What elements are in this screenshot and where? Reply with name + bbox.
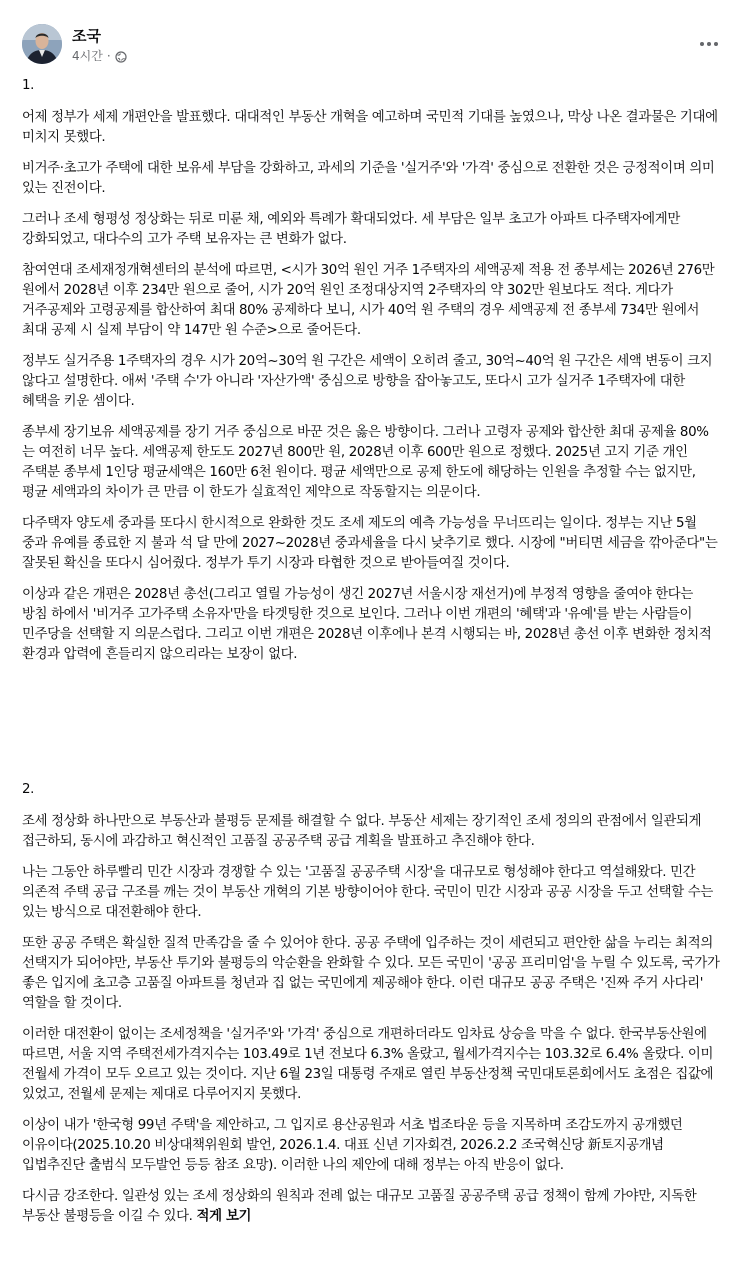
post-paragraph: 또한 공공 주택은 확실한 질적 만족감을 줄 수 있어야 한다. 공공 주택에 입주하는 것이 세련되고 편안한 삶을 누리는 최적의 선택지가 되어야만, 부동산 투기와 불평등의 악순환을 완화할 수 있다. 모든 국민이 '공공 프리미엄'을 누릴 수 있도록, 국가가 좋은 입지에 초고층 고품질 아파트를 청년과 집 없는 국민에게 제공해야 한다. 이런 대규모 공공 주택은 '진짜 주거 사다리' 역할을 할 것이다. [22,936,720,1011]
section-number: 2. [22,782,35,797]
see-less-link[interactable]: 적게 보기 [196,1209,252,1224]
post-section-1 [22,76,721,676]
post-section-2 [22,780,721,1238]
closing-paragraph [22,1187,721,1227]
post-paragraph: 참여연대 조세재정개혁센터의 분석에 따르면, <시가 30억 원인 거주 1주택자의 세액공제 적용 전 종부세는 2026년 276만 원에서 2028년 이후 234만 원으로 줄어, 시가 20억 원인 조정대상지역 2주택자의 약 302만 원보다도 적다. 게다가 거주공제와 고령공제를 합산하여 최대 80% 공제하다 보니, 시가 40억 원 주택의 경우 세액공제 전 종부세 734만 원에서 최대 공제 시 실제 부담이 약 147만 원 수준>으로 줄어든다. [22,263,715,338]
more-options-icon[interactable] [695,34,723,54]
author-name[interactable]: 조국 [72,27,101,45]
post-paragraph: 종부세 장기보유 세액공제를 장기 거주 중심으로 바꾼 것은 옳은 방향이다. 그러나 고령자 공제와 합산한 최대 공제율 80%는 여전히 너무 높다. 세액공제 한도도 2027년 800만 원, 2028년 이후 600만 원으로 정했다. 2025년 고지 기준 개인 주택분 종부세 1인당 평균세액은 160만 6천 원이다. 평균 세액만으로 공제 한도에 해당하는 인원을 추정할 수는 없지만, 평균 세액과의 차이가 큰 만큼 이 한도가 실효적인 제약으로 작동할지는 의문이다. [22,425,709,500]
post-paragraph: 조세 정상화 하나만으로 부동산과 불평등 문제를 해결할 수 없다. 부동산 세제는 장기적인 조세 정의의 관점에서 일관되게 접근하되, 동시에 과감하고 혁신적인 고품질 공공주택 공급 계획을 발표하고 추진해야 한다. [22,814,702,849]
post-paragraph: 이상과 같은 개편은 2028년 총선(그리고 열릴 가능성이 생긴 2027년 서울시장 재선거)에 부정적 영향을 줄여야 한다는 방침 하에서 '비거주 고가주택 소유자'만을 타겟팅한 것으로 보인다. 그러나 이번 개편의 '혜택'과 '유예'를 받는 사람들이 민주당을 선택할 지 의문스럽다. 그리고 이번 개편은 2028년 이후에나 본격 시행되는 바, 2028년 총선 이후 변화한 정치적 환경과 압력에 흔들리지 않으리라는 보장이 없다. [22,587,712,662]
more-dot [707,42,711,46]
post-time[interactable]: 4시간 [72,49,103,63]
post-paragraph: 비거주·초고가 주택에 대한 보유세 부담을 강화하고, 과세의 기준을 '실거주'와 '가격' 중심으로 전환한 것은 긍정적이며 의미 있는 진전이다. [22,161,715,196]
post-paragraph: 정부도 실거주용 1주택자의 경우 시가 20억~30억 원 구간은 세액이 오히려 줄고, 30억~40억 원 구간은 세액 변동이 크지 않다고 설명한다. 애써 '주택 수'가 아니라 '자산가액' 중심으로 방향을 잡아놓고도, 또다시 고가 실거주 1주택자에 대한 혜택을 키운 셈이다. [22,354,713,409]
post-paragraph: 다주택자 양도세 중과를 또다시 한시적으로 완화한 것도 조세 제도의 예측 가능성을 무너뜨리는 일이다. 정부는 지난 5월 중과 유예를 종료한 지 불과 석 달 만에 2027~2028년 중과세율을 다시 낮추기로 했다. 시장에 "버티면 세금을 깎아준다"는 잘못된 확신을 또다시 심어줬다. 정부가 투기 시장과 타협한 것으로 받아들여질 것이다. [22,516,718,571]
post-meta [72,49,127,64]
post-paragraph: 어제 정부가 세제 개편안을 발표했다. 대대적인 부동산 개혁을 예고하며 국민적 기대를 높였으나, 막상 나온 결과물은 기대에 미치지 못했다. [22,110,718,145]
author-avatar[interactable] [22,24,62,64]
more-dot [714,42,718,46]
more-dot [700,42,704,46]
closing-text: 다시금 강조한다. 일관성 있는 조세 정상화의 원칙과 전례 없는 대규모 고품질 공공주택 공급 정책이 함께 가야만, 지독한 부동산 불평등을 이길 수 있다. [22,1189,697,1224]
avatar-photo [22,24,62,64]
post-paragraph: 이상이 내가 '한국형 99년 주택'을 제안하고, 그 입지로 용산공원과 서초 법조타운 등을 지목하며 조감도까지 공개했던 이유이다(2025.10.20 비상대책위원회 발언, 2026.1.4. 대표 신년 기자회견, 2026.2.2 조국혁신당 新토지공개념 입법추진단 출범식 모두발언 등등 참조 요망). 이러한 나의 제안에 대해 정부는 아직 반응이 없다. [22,1118,683,1173]
post-paragraph: 나는 그동안 하루빨리 민간 시장과 경쟁할 수 있는 '고품질 공공주택 시장'을 대규모로 형성해야 한다고 역설해왔다. 민간 의존적 주택 공급 구조를 깨는 것이 부동산 개혁의 기본 방향이어야 한다. 국민이 민간 시장과 공공 시장을 두고 선택할 수는 있는 방식으로 대전환해야 한다. [22,865,713,920]
post-paragraph: 이러한 대전환이 없이는 조세정책을 '실거주'와 '가격' 중심으로 개편하더라도 임차료 상승을 막을 수 없다. 한국부동산원에 따르면, 서울 지역 주택전세가격지수는 103.49로 1년 전보다 6.3% 올랐고, 월세가격지수는 103.32로 6.4% 올랐다. 이미 전월세 가격이 모두 오르고 있는 것이다. 지난 6월 23일 대통령 주재로 열린 부동산정책 국민대토론회에서도 초점은 집값에 있었고, 전월세 문제는 제대로 다루어지지 못했다. [22,1027,714,1102]
post-paragraph: 그러나 조세 형평성 정상화는 뒤로 미룬 채, 예외와 특례가 확대되었다. 세 부담은 일부 초고가 아파트 다주택자에게만 강화되었고, 대다수의 고가 주택 보유자는 큰 변화가 없다. [22,212,680,247]
meta-separator: · [106,49,111,63]
globe-icon[interactable] [115,51,127,63]
post-header [22,0,727,74]
section-number: 1. [22,78,35,93]
